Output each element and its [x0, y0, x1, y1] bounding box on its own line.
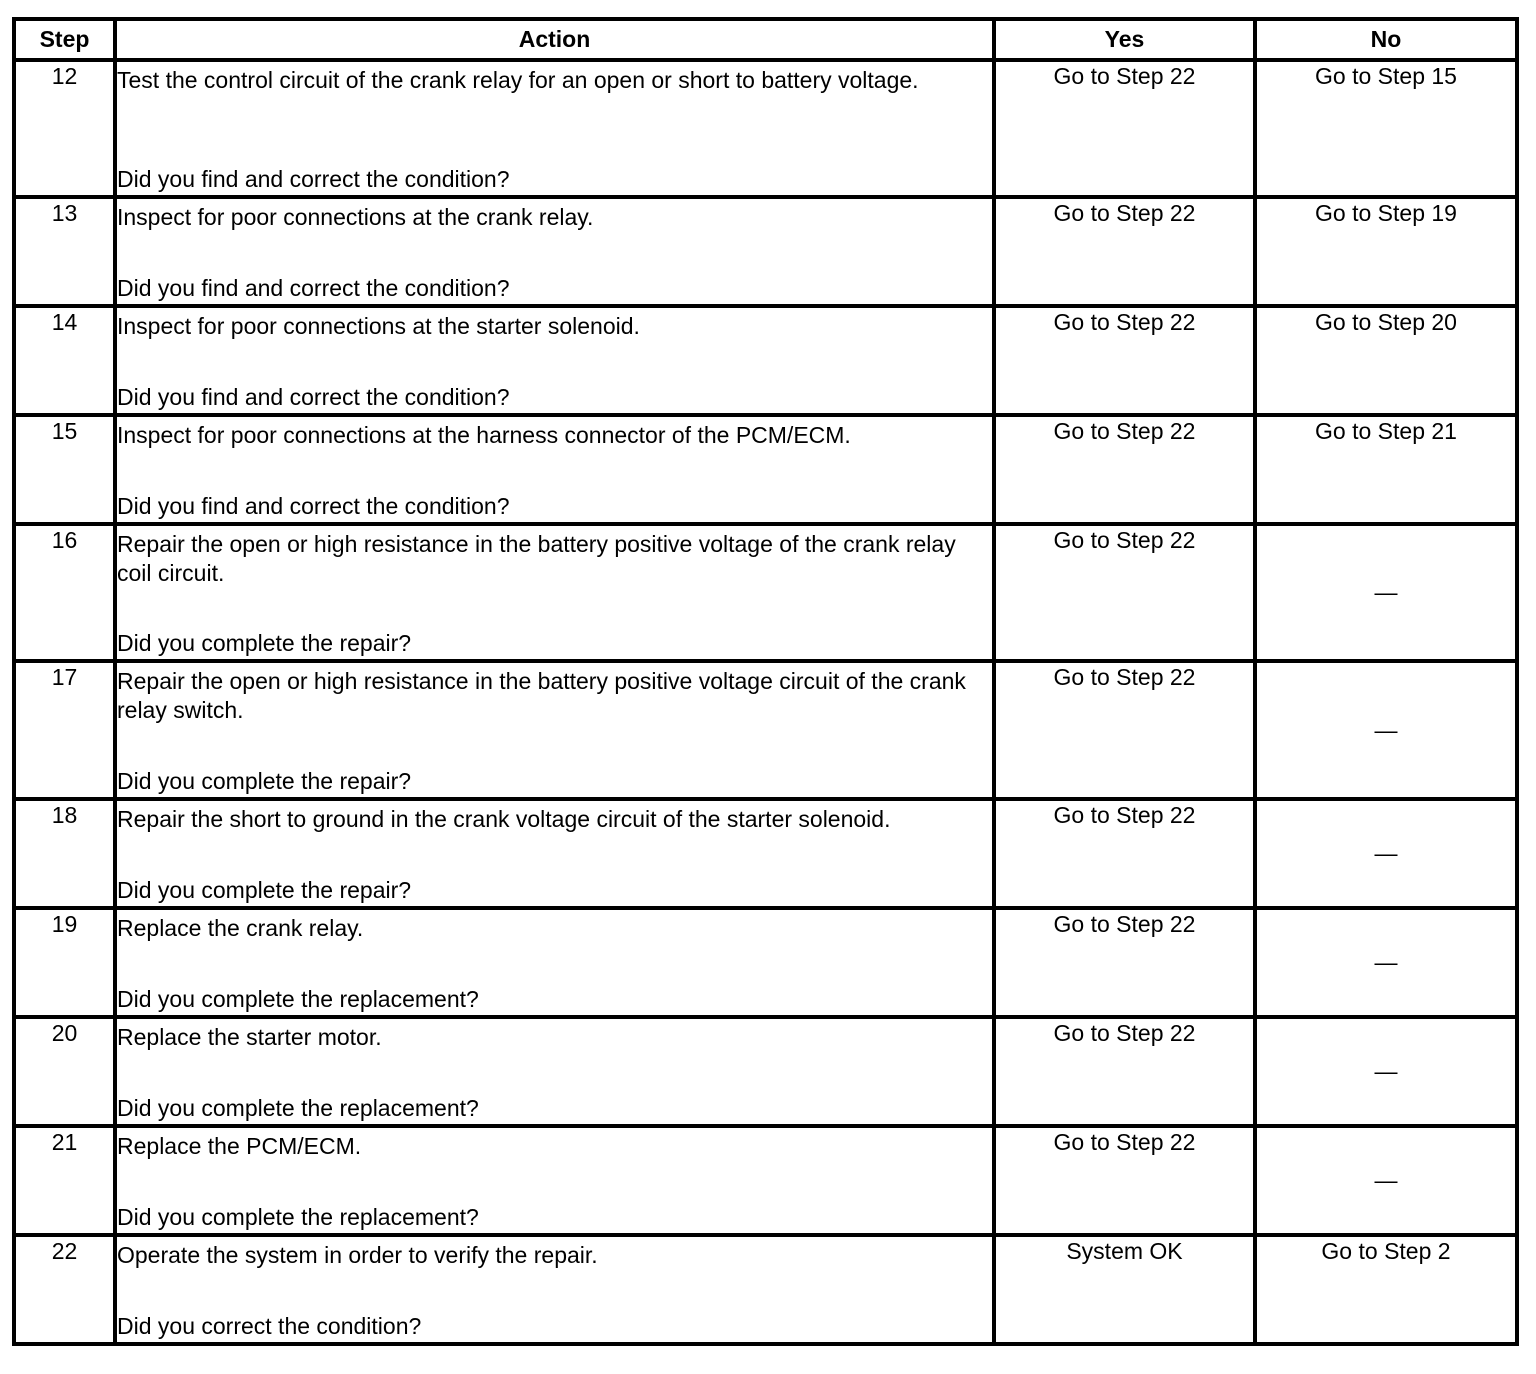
diagnostic-table	[12, 17, 1519, 1346]
step-number: 12	[14, 60, 115, 197]
no-result: Go to Step 21	[1255, 415, 1517, 524]
action-text: Replace the starter motor.	[117, 1024, 382, 1050]
table-row	[14, 908, 1517, 1017]
action-text: Repair the open or high resistance in the battery positive voltage of the crank relay coil circuit.	[117, 531, 956, 586]
yes-result: Go to Step 22	[994, 908, 1255, 1017]
header-step: Step	[14, 19, 115, 60]
action-text: Inspect for poor connections at the starter solenoid.	[117, 313, 640, 339]
yes-result: System OK	[994, 1235, 1255, 1344]
action-cell	[115, 415, 994, 524]
table-row	[14, 415, 1517, 524]
action-cell	[115, 1126, 994, 1235]
action-cell	[115, 306, 994, 415]
action-question: Did you complete the repair?	[117, 877, 412, 903]
action-question: Did you find and correct the condition?	[117, 493, 510, 519]
action-text: Inspect for poor connections at the crank relay.	[117, 204, 594, 230]
action-question: Did you complete the repair?	[117, 630, 412, 656]
action-text: Repair the open or high resistance in the battery positive voltage circuit of the crank relay switch.	[117, 668, 966, 723]
action-cell	[115, 60, 994, 197]
step-number: 17	[14, 661, 115, 799]
action-cell	[115, 1235, 994, 1344]
yes-result: Go to Step 22	[994, 799, 1255, 908]
yes-result: Go to Step 22	[994, 1126, 1255, 1235]
no-result: Go to Step 20	[1255, 306, 1517, 415]
no-result: Go to Step 15	[1255, 60, 1517, 197]
yes-result: Go to Step 22	[994, 661, 1255, 799]
yes-result: Go to Step 22	[994, 1017, 1255, 1126]
header-action: Action	[115, 19, 994, 60]
action-text: Operate the system in order to verify the repair.	[117, 1242, 598, 1268]
no-result: Go to Step 2	[1255, 1235, 1517, 1344]
action-question: Did you find and correct the condition?	[117, 384, 510, 410]
step-number: 14	[14, 306, 115, 415]
table-row	[14, 197, 1517, 306]
action-text: Replace the crank relay.	[117, 915, 364, 941]
action-question: Did you complete the replacement?	[117, 1095, 479, 1121]
no-result: —	[1255, 661, 1517, 799]
action-text: Replace the PCM/ECM.	[117, 1133, 362, 1159]
step-number: 16	[14, 524, 115, 661]
step-number: 15	[14, 415, 115, 524]
action-text: Test the control circuit of the crank relay for an open or short to battery voltage.	[117, 67, 919, 93]
table-row	[14, 524, 1517, 661]
action-question: Did you correct the condition?	[117, 1313, 422, 1339]
action-cell	[115, 908, 994, 1017]
action-cell	[115, 524, 994, 661]
action-cell	[115, 661, 994, 799]
header-row	[14, 19, 1517, 60]
action-question: Did you complete the repair?	[117, 768, 412, 794]
no-result: —	[1255, 524, 1517, 661]
table-row	[14, 1235, 1517, 1344]
header-no: No	[1255, 19, 1517, 60]
step-number: 21	[14, 1126, 115, 1235]
yes-result: Go to Step 22	[994, 60, 1255, 197]
yes-result: Go to Step 22	[994, 524, 1255, 661]
table-row	[14, 60, 1517, 197]
action-text: Inspect for poor connections at the harness connector of the PCM/ECM.	[117, 422, 851, 448]
header-yes: Yes	[994, 19, 1255, 60]
no-result: Go to Step 19	[1255, 197, 1517, 306]
action-cell	[115, 1017, 994, 1126]
no-result: —	[1255, 799, 1517, 908]
table-row	[14, 306, 1517, 415]
action-cell	[115, 197, 994, 306]
table-row	[14, 1017, 1517, 1126]
table-row	[14, 1126, 1517, 1235]
yes-result: Go to Step 22	[994, 197, 1255, 306]
action-question: Did you complete the replacement?	[117, 986, 479, 1012]
action-text: Repair the short to ground in the crank voltage circuit of the starter solenoid.	[117, 806, 891, 832]
step-number: 22	[14, 1235, 115, 1344]
no-result: —	[1255, 1126, 1517, 1235]
step-number: 18	[14, 799, 115, 908]
action-question: Did you find and correct the condition?	[117, 275, 510, 301]
table-row	[14, 661, 1517, 799]
action-question: Did you complete the replacement?	[117, 1204, 479, 1230]
step-number: 19	[14, 908, 115, 1017]
table-row	[14, 799, 1517, 908]
yes-result: Go to Step 22	[994, 415, 1255, 524]
no-result: —	[1255, 1017, 1517, 1126]
step-number: 20	[14, 1017, 115, 1126]
action-question: Did you find and correct the condition?	[117, 166, 510, 192]
step-number: 13	[14, 197, 115, 306]
action-cell	[115, 799, 994, 908]
no-result: —	[1255, 908, 1517, 1017]
yes-result: Go to Step 22	[994, 306, 1255, 415]
